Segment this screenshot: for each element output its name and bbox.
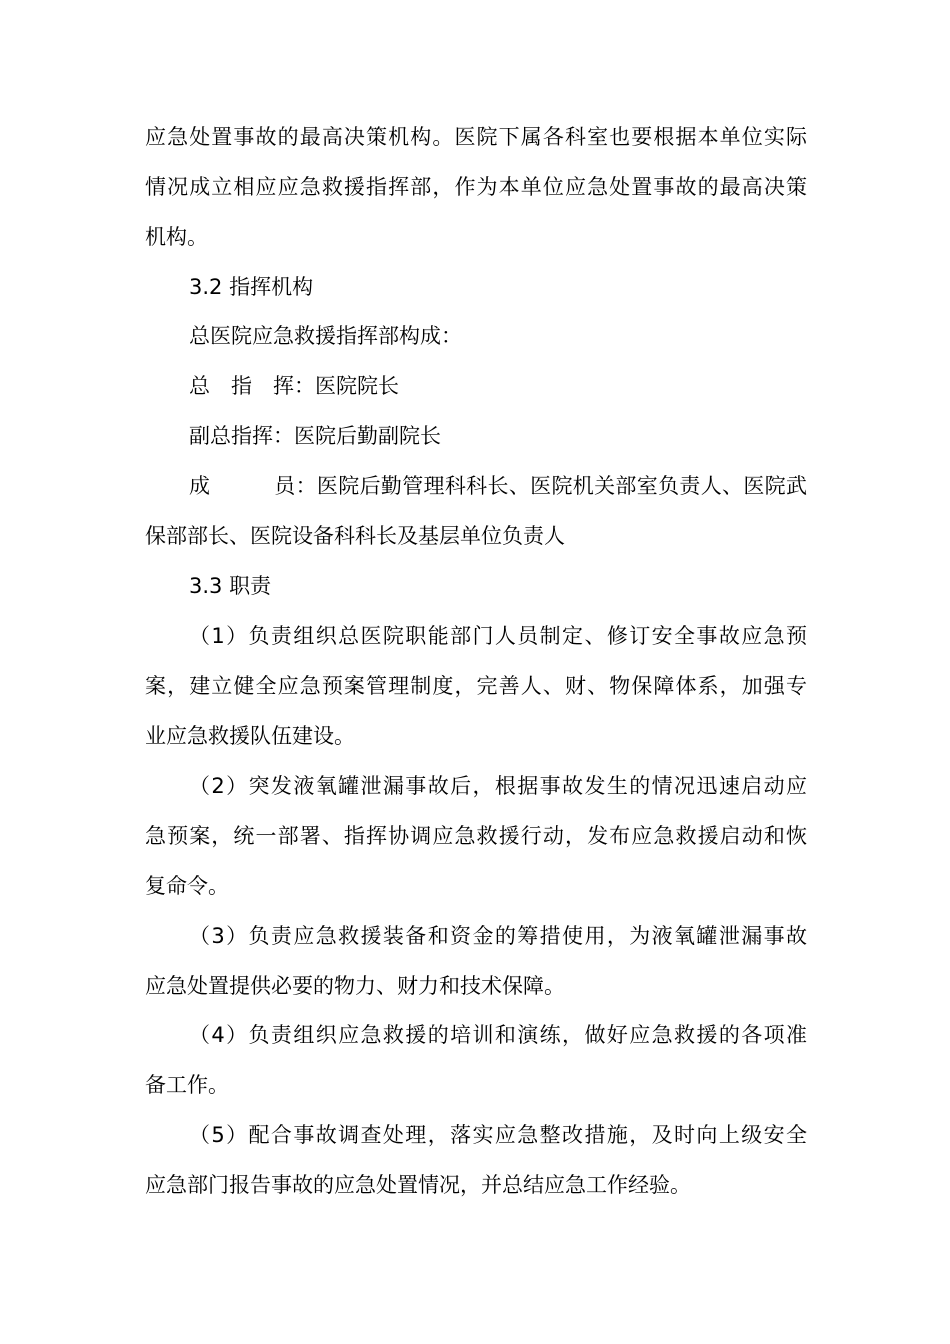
text-line: （2）突发液氧罐泄漏事故后，根据事故发生的情况迅速启动应 — [189, 774, 807, 798]
section-heading: 3.2 指挥机构 — [189, 275, 314, 299]
text-line: 复命令。 — [145, 874, 229, 898]
text-line: （5）配合事故调查处理，落实应急整改措施，及时向上级安全 — [189, 1123, 807, 1147]
text-line: 情况成立相应应急救援指挥部，作为本单位应急处置事故的最高决策 — [145, 175, 807, 199]
text-line: 案，建立健全应急预案管理制度，完善人、财、物保障体系，加强专 — [145, 674, 807, 698]
text-line: 总医院应急救援指挥部构成： — [189, 324, 462, 348]
text-line: 成 员：医院后勤管理科科长、医院机关部室负责人、医院武 — [189, 474, 807, 498]
section-heading: 3.3 职责 — [189, 574, 272, 598]
text-line: 应急处置事故的最高决策机构。医院下属各科室也要根据本单位实际 — [145, 125, 807, 149]
text-line: 保部部长、医院设备科科长及基层单位负责人 — [145, 524, 565, 548]
text-line: （1）负责组织总医院职能部门人员制定、修订安全事故应急预 — [189, 624, 807, 648]
text-line: （4）负责组织应急救援的培训和演练，做好应急救援的各项准 — [189, 1023, 807, 1047]
text-line: 应急处置提供必要的物力、财力和技术保障。 — [145, 974, 565, 998]
text-line: （3）负责应急救援装备和资金的筹措使用，为液氧罐泄漏事故 — [189, 924, 807, 948]
text-line: 副总指挥：医院后勤副院长 — [189, 424, 441, 448]
text-line: 机构。 — [145, 225, 208, 249]
text-line: 备工作。 — [145, 1073, 229, 1097]
text-line: 应急部门报告事故的应急处置情况，并总结应急工作经验。 — [145, 1173, 691, 1197]
text-line: 总 指 挥：医院院长 — [189, 374, 399, 398]
text-line: 业应急救援队伍建设。 — [145, 724, 355, 748]
text-line: 急预案，统一部署、指挥协调应急救援行动，发布应急救援启动和恢 — [145, 824, 807, 848]
